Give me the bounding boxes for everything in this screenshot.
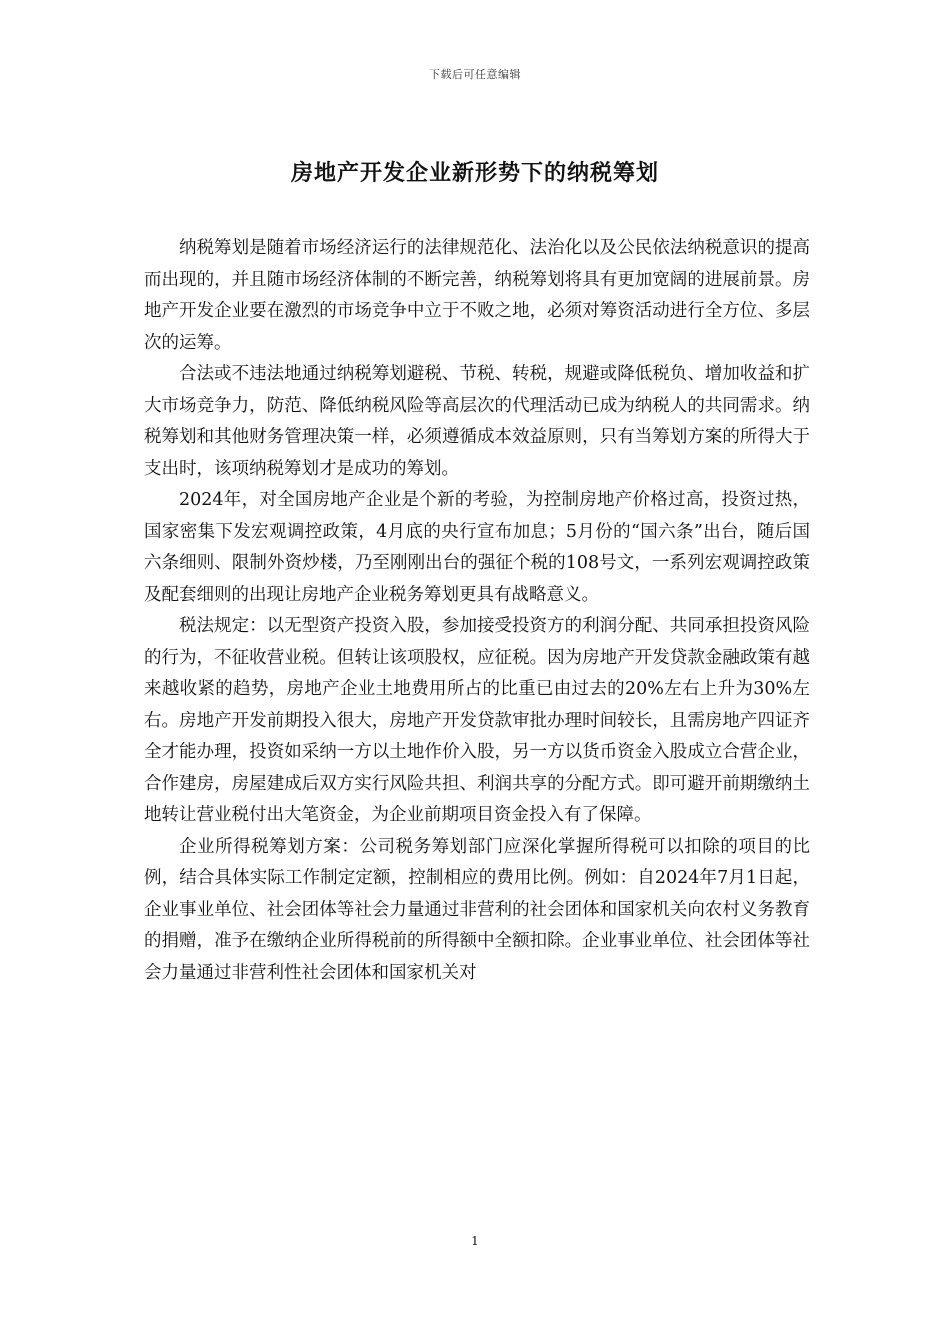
paragraph: 2024年，对全国房地产企业是个新的考验，为控制房地产价格过高，投资过热，国家密集下发宏观调控政策，4月底的央行宣布加息；5月份的“国六条”出台，随后国六条细则、限制外资炒楼，乃至刚刚出台的强征个税的108号文，一系列宏观调控政策及配套细则的出现让房地产企业税务筹划更具有战略意义。: [144, 490, 810, 605]
paragraph: 纳税筹划是随着市场经济运行的法律规范化、法治化以及公民依法纳税意识的提高而出现的，并且随市场经济体制的不断完善，纳税筹划将具有更加宽阔的进展前景。房地产开发企业要在激烈的市场竞争中立于不败之地，必须对筹资活动进行全方位、多层次的运筹。: [144, 238, 810, 353]
paragraph: 企业所得税筹划方案：公司税务筹划部门应深化掌握所得税可以扣除的项目的比例，结合具体实际工作制定定额，控制相应的费用比例。例如：自2024年7月1日起，企业事业单位、社会团体等社会力量通过非营利的社会团体和国家机关向农村义务教育的捐赠，准予在缴纳企业所得税前的所得额中全额扣除。企业事业单位、社会团体等社会力量通过非营利性社会团体和国家机关对: [144, 836, 810, 983]
document-title: 房地产开发企业新形势下的纳税筹划: [290, 160, 659, 186]
paragraph: 合法或不违法地通过纳税筹划避税、节税、转税，规避或降低税负、增加收益和扩大市场竞争力，防范、降低纳税风险等高层次的代理活动已成为纳税人的共同需求。纳税筹划和其他财务管理决策一样，必须遵循成本效益原则，只有当筹划方案的所得大于支出时，该项纳税筹划才是成功的筹划。: [144, 364, 810, 479]
document-body: [144, 233, 810, 989]
header-note: 下载后可任意编辑: [429, 68, 521, 81]
page-number: 1: [471, 1234, 479, 1248]
paragraph: 税法规定：以无型资产投资入股，参加接受投资方的利润分配、共同承担投资风险的行为，不征收营业税。但转让该项股权，应征税。因为房地产开发贷款金融政策有越来越收紧的趋势，房地产企业土地费用所占的比重已由过去的20%左右上升为30%左右。房地产开发前期投入很大，房地产开发贷款审批办理时间较长，且需房地产四证齐全才能办理，投资如采纳一方以土地作价入股，另一方以货币资金入股成立合营企业，合作建房，房屋建成后双方实行风险共担、利润共享的分配方式。即可避开前期缴纳土地转让营业税付出大笔资金，为企业前期项目资金投入有了保障。: [144, 616, 810, 825]
